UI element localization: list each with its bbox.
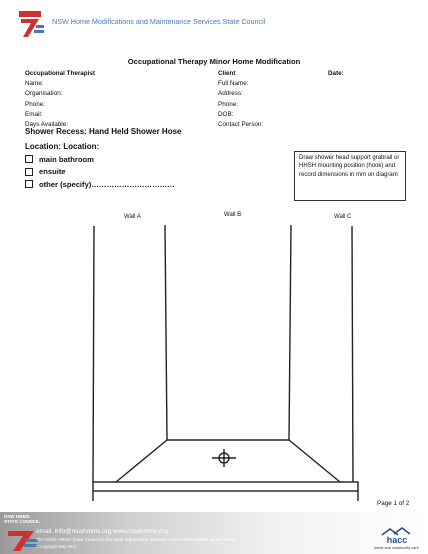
therapist-name-label: Name: (25, 80, 44, 88)
date-label: Date: (328, 70, 344, 77)
hacc-logo-icon (380, 526, 414, 544)
location-heading: Location: Location: (25, 142, 100, 151)
footer-copyright: © copyright May 2011 (36, 544, 77, 549)
shower-hob (93, 482, 358, 491)
client-dob-label: DOB: (218, 110, 234, 118)
back-wall-left-edge (165, 225, 167, 440)
instruction-box: Draw shower head support grabrail or HHSH mounting position (hook) and record dimensions in mm on diagram (294, 151, 406, 201)
therapist-phone-label: Phone: (25, 100, 45, 108)
wall-a-edge (93, 226, 94, 482)
client-contact-label: Contact Person: (218, 121, 264, 129)
base-left-slope (116, 440, 167, 482)
org-name-header: NSW Home Modifications and Maintenance Services State Council (52, 17, 266, 26)
therapist-email-label: Email: (25, 110, 43, 118)
wall-a-label: Wall A (124, 214, 141, 220)
form-title: Occupational Therapy Minor Home Modification (127, 57, 301, 66)
hacc-wordmark: hacc (386, 535, 408, 544)
wall-c-label: Wall C (334, 214, 352, 220)
page-number: Page 1 of 2 (377, 500, 410, 507)
therapist-organisation-label: Organisation: (25, 90, 63, 98)
ensuite-label: ensuite (39, 167, 66, 177)
back-wall-right-edge (289, 225, 291, 440)
therapist-days-label: Days Available: (25, 121, 68, 129)
footer-description: The NSW HMMS State Council is the peak organisation proudly representing HMMS across NSW (36, 537, 235, 542)
therapist-heading: Occupational Therapist (25, 70, 95, 77)
client-phone-label: Phone: (218, 100, 238, 108)
client-heading: Client (218, 70, 236, 77)
other-label: other (specify)…………………………… (39, 179, 175, 189)
client-fullname-label: Full Name: (218, 80, 249, 88)
footer-brand (4, 514, 40, 524)
main-bathroom-label: main bathroom (39, 154, 94, 164)
wall-b-label: Wall B (224, 212, 242, 218)
footer-contact: email. info@nswhmms.org www.nswhmms.org (36, 528, 169, 535)
footer-brand-line2: STATE COUNCIL (4, 519, 40, 524)
shower-recess-heading: Shower Recess: Hand Held Shower Hose (25, 127, 182, 136)
footer-brand-line1: NSW HMMS (4, 514, 30, 519)
client-address-label: Address: (218, 90, 243, 98)
wall-c-edge (352, 226, 353, 482)
hacc-tagline: home and community care (374, 546, 419, 550)
base-right-slope (289, 440, 340, 482)
